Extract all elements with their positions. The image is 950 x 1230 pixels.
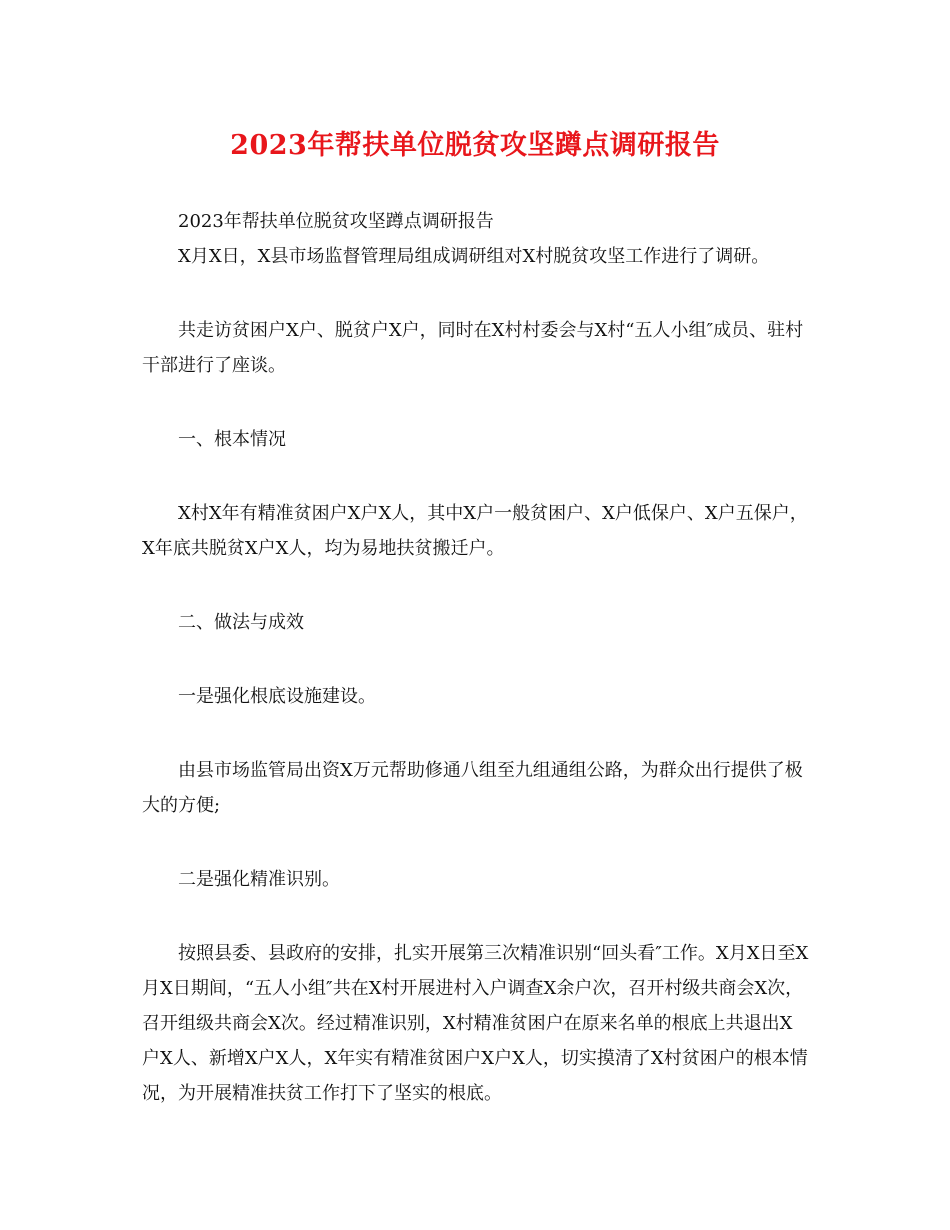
document-body — [142, 204, 810, 1111]
intro-paragraph: X月X日，X县市场监督管理局组成调研组对X村脱贫攻坚工作进行了调研。 — [178, 246, 770, 267]
measure-2-detail: 按照县委、县政府的安排，扎实开展第三次精准识别“回头看″工作。X月X日至X月X日期间，“五人小组″共在X村开展进村入户调查X余户次，召开村级共商会X次，召开组级共商会X次。经过精准识别，X村精准贫困户在原来名单的根底上共退出X户X人、新增X户X人，X年实有精准贫困户X户X人，切实摸清了X村贫困户的根本情况，为开展精准扶贫工作打下了坚实的根底。 — [142, 943, 809, 1104]
paragraph-spacer — [142, 897, 810, 936]
measure-2-heading: 二是强化精准识别。 — [178, 869, 340, 890]
section-heading-measures: 二、做法与成效 — [178, 612, 304, 633]
measure-1-detail: 由县市场监管局出资X万元帮助修通八组至九组通组公路，为群众出行提供了极大的方便; — [142, 760, 803, 816]
paragraph-spacer — [142, 640, 810, 679]
paragraph-spacer — [142, 457, 810, 496]
subtitle-paragraph: 2023年帮扶单位脱贫攻坚蹲点调研报告 — [178, 211, 494, 232]
paragraph-spacer — [142, 383, 810, 422]
paragraph-spacer — [142, 714, 810, 753]
visit-paragraph: 共走访贫困户X户、脱贫户X户，同时在X村村委会与X村“五人小组″成员、驻村干部进行了座谈。 — [142, 320, 804, 376]
paragraph-spacer — [142, 566, 810, 605]
document-title: 2023年帮扶单位脱贫攻坚蹲点调研报告 — [230, 130, 720, 161]
section-heading-basic: 一、根本情况 — [178, 429, 286, 450]
paragraph-spacer — [142, 274, 810, 313]
paragraph-spacer — [142, 823, 810, 862]
basic-situation-paragraph: X村X年有精准贫困户X户X人，其中X户一般贫困户、X户低保户、X户五保户，X年底共脱贫X户X人，均为易地扶贫搬迁户。 — [142, 503, 808, 559]
measure-1-heading: 一是强化根底设施建设。 — [178, 686, 376, 707]
